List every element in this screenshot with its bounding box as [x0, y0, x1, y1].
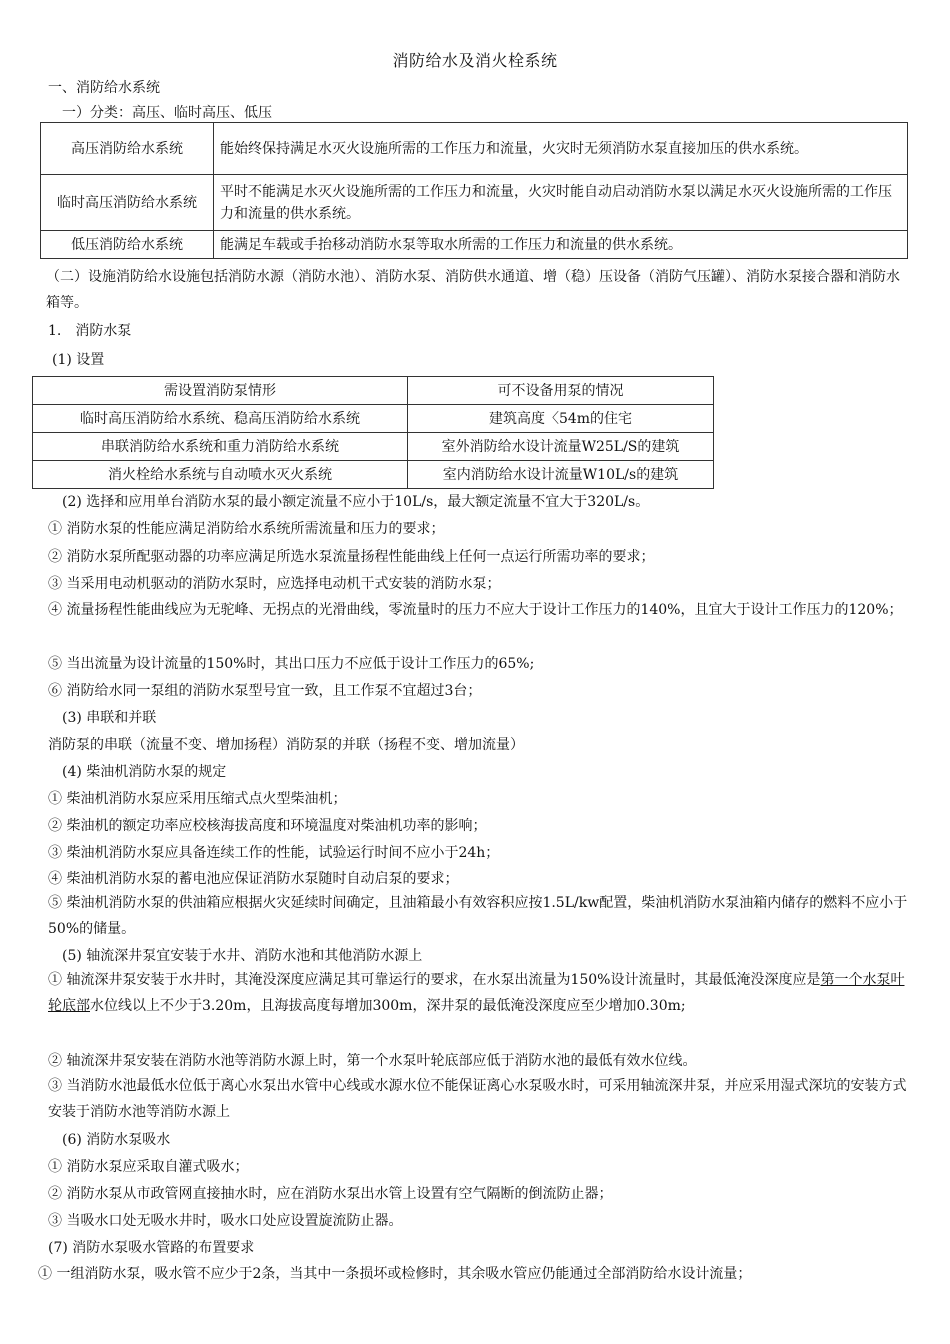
- table-cell: 室内消防给水设计流量W10L/s的建筑: [408, 461, 714, 489]
- item1-5-heading: (5) 轴流深井泵宜安装于水井、消防水池和其他消防水源上: [62, 948, 423, 964]
- list-item: ② 消防水泵从市政管网直接抽水时，应在消防水泵出水管上设置有空气隔断的倒流防止器；: [48, 1186, 613, 1202]
- item1-2-heading: (2) 选择和应用单台消防水泵的最小额定流量不应小于10L/s，最大额定流量不宜大于320L/s。: [62, 494, 650, 510]
- list-item: ④ 流量扬程性能曲线应为无驼峰、无拐点的光滑曲线，零流量时的压力不应大于设计工作压力的140%，且宜大于设计工作压力的120%；: [48, 602, 903, 618]
- table-cell: 消火栓给水系统与自动喷水灭火系统: [33, 461, 408, 489]
- section1-heading: 一、消防给水系统: [48, 80, 160, 96]
- table-row: [41, 175, 908, 231]
- sub1-heading: 一）分类：高压、临时高压、低压: [62, 105, 272, 121]
- list-item: ④ 柴油机消防水泵的蓄电池应保证消防水泵随时自动启泵的要求；: [48, 871, 459, 887]
- table-row: [41, 231, 908, 259]
- table-row: [33, 405, 714, 433]
- facilities-paragraph: （二）设施消防给水设施包括消防水源（消防水池）、消防水泵、消防供水通道、增（稳）压设备（消防气压罐）、消防水泵接合器和消防水箱等。: [46, 269, 900, 311]
- list-item: ① 消防水泵应采取自灌式吸水；: [48, 1159, 249, 1175]
- table-header-cell: 需设置消防泵情形: [33, 377, 408, 405]
- table-cell: 能满足车载或手抬移动消防水泵等取水所需的工作压力和流量的供水系统。: [214, 231, 908, 259]
- table-cell: 串联消防给水系统和重力消防给水系统: [33, 433, 408, 461]
- list-item: ① 一组消防水泵，吸水管不应少于2条，当其中一条损坏或检修时，其余吸水管应仍能通过全部消防给水设计流量；: [38, 1266, 752, 1282]
- list-item: [48, 967, 910, 1019]
- item1-6-heading: (6) 消防水泵吸水: [62, 1132, 171, 1148]
- item1-heading: 1. 消防水泵: [48, 323, 132, 339]
- table-cell: 低压消防给水系统: [41, 231, 214, 259]
- list-item: ① 柴油机消防水泵应采用压缩式点火型柴油机；: [48, 791, 347, 807]
- list-item: ③ 柴油机消防水泵应具备连续工作的性能，试验运行时间不应小于24h；: [48, 845, 500, 861]
- list-item: ② 消防水泵所配驱动器的功率应满足所选水泵流量扬程性能曲线上任何一点运行所需功率的要求；: [48, 549, 655, 565]
- table-header-cell: 可不设备用泵的情况: [408, 377, 714, 405]
- list-item: ② 柴油机的额定功率应校核海拔高度和环境温度对柴油机功率的影响；: [48, 818, 487, 834]
- table-row: [33, 433, 714, 461]
- table-cell: 建筑高度〈54m的住宅: [408, 405, 714, 433]
- table-cell: 临时高压消防给水系统、稳高压消防给水系统: [33, 405, 408, 433]
- series-parallel-text: 消防泵的串联（流量不变、增加扬程）消防泵的并联（扬程不变、增加流量）: [48, 737, 524, 753]
- list-item: ③ 当消防水池最低水位低于离心水泵出水管中心线或水源水位不能保证离心水泵吸水时，可采用轴流深井泵，并应采用湿式深坑的安装方式安装于消防水池等消防水源上: [48, 1078, 907, 1120]
- pump-setting-table: [32, 376, 714, 489]
- underlined-text: 第一个水泵叶轮底部: [48, 972, 905, 1014]
- list-item: ⑤ 柴油机消防水泵的供油箱应根据火灾延续时间确定，且油箱最小有效容积应按1.5L/kw配置，柴油机消防水泵油箱内储存的燃料不应小于50%的储量。: [48, 895, 908, 937]
- item1-7-heading: (7) 消防水泵吸水管路的布置要求: [48, 1240, 255, 1256]
- system-classification-table: [40, 122, 908, 259]
- text-span: ① 轴流深井泵安装于水井时，其淹没深度应满足其可靠运行的要求，在水泵出流量为150%设计流量时，其最低淹没深度应是: [48, 972, 821, 988]
- list-item: ⑤ 当出流量为设计流量的150%时，其出口压力不应低于设计工作压力的65%;: [48, 656, 535, 672]
- table-cell: 临时高压消防给水系统: [41, 175, 214, 231]
- table-row: [33, 461, 714, 489]
- item1-3-heading: (3) 串联和并联: [62, 710, 157, 726]
- text-span: 水位线以上不少于3.20m，且海拔高度每增加300m，深井泵的最低淹没深度应至少增加0.30m;: [90, 998, 686, 1014]
- table-cell: 室外消防给水设计流量W25L/S的建筑: [408, 433, 714, 461]
- item1-4-heading: (4) 柴油机消防水泵的规定: [62, 764, 227, 780]
- table-header-row: [33, 377, 714, 405]
- table-cell: 平时不能满足水灭火设施所需的工作压力和流量，火灾时能自动启动消防水泵以满足水灭火设施所需的工作压力和流量的供水系统。: [214, 175, 908, 231]
- table-row: [41, 123, 908, 175]
- list-item: ③ 当吸水口处无吸水井时，吸水口处应设置旋流防止器。: [48, 1213, 403, 1229]
- document-title: 消防给水及消火栓系统: [392, 51, 558, 70]
- list-item: ② 轴流深井泵安装在消防水池等消防水源上时，第一个水泵叶轮底部应低于消防水池的最低有效水位线。: [48, 1053, 697, 1069]
- table-cell: 高压消防给水系统: [41, 123, 214, 175]
- list-item: ⑥ 消防给水同一泵组的消防水泵型号宜一致，且工作泵不宜超过3台；: [48, 683, 482, 699]
- list-item: ① 消防水泵的性能应满足消防给水系统所需流量和压力的要求；: [48, 521, 445, 537]
- table-cell: 能始终保持满足水灭火设施所需的工作压力和流量，火灾时无须消防水泵直接加压的供水系统。: [214, 123, 908, 175]
- list-item: ③ 当采用电动机驱动的消防水泵时，应选择电动机干式安装的消防水泵；: [48, 576, 501, 592]
- item1-1-heading: (1) 设置: [52, 352, 105, 368]
